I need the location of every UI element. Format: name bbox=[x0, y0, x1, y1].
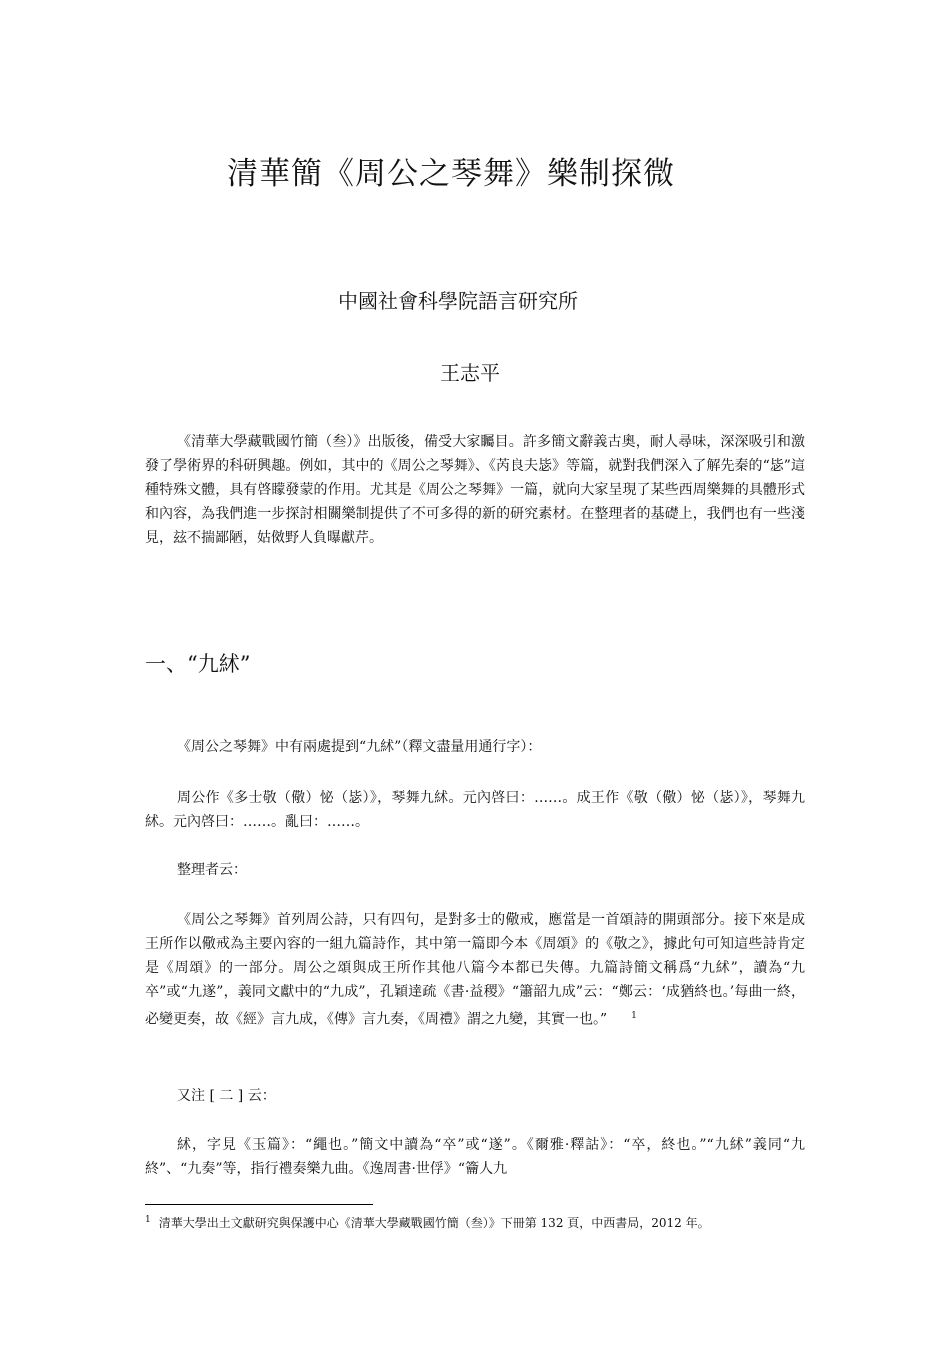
paper-title: 清華簡《周公之琴舞》樂制探微 bbox=[227, 156, 675, 192]
intro-paragraph: 《清華大學藏戰國竹簡（叁）》出版後，備受大家矚目。許多簡文辭義古奧，耐人尋味，深深吸引和激發了學術界的科研興趣。例如，其中的《周公之琴舞》、《芮良夫毖》等篇，就對我們深入了解先秦的“毖”這種特殊文體，具有啓矇發蒙的作用。尤其是《周公之琴舞》一篇，就向大家呈現了某些西周樂舞的具體形式和內容，為我們進一步探討相關樂制提供了不可多得的新的研究素材。在整理者的基礎上，我們也有一些淺見，玆不揣鄙陋，姑傚野人負曝獻芹。 bbox=[145, 434, 805, 546]
footnote-divider bbox=[145, 1204, 373, 1205]
annotation-paragraph: 絉，字見《玉篇》：“繩也。”簡文中讀為“卒”或“遂”。《爾雅·釋詁》：“卒，終也。”“九絉”義同“九終”、“九奏”等，指行禮奏樂九曲。《逸周書·世俘》“籥人九 bbox=[145, 1137, 805, 1177]
quoted-text-paragraph: 周公作《多士敬（儆）怭（毖）》，琴舞九絉。元內啓曰：……。成王作《敬（儆）怭（毖）》，琴舞九絉。元內啓曰：……。亂曰：……。 bbox=[145, 790, 805, 830]
editor-note-paragraph bbox=[145, 908, 805, 1032]
annotation-intro: 又注 [ 二 ] 云： bbox=[177, 1088, 276, 1104]
editor-note-text: 《周公之琴舞》首列周公詩，只有四句，是對多士的儆戒，應當是一首頌詩的開頭部分。接下來是成王所作以儆戒為主要內容的一組九篇詩作，其中第一篇即今本《周頌》的《敬之》，據此句可知這些詩肯定是《周頌》的一部分。周公之頌與成王所作其他八篇今本都已失傳。九篇詩簡文稱爲“九絉”，讀為“九卒”或“九遂”，義同文獻中的“九成”，孔穎達疏《書·益稷》“簫韶九成”云：“鄭云：‘成猶終也。’每曲一終，必變更奏，故《經》言九成，《傳》言九奏，《周禮》謂之九變，其實一也。” bbox=[145, 912, 805, 1028]
footnote-mark: 1 bbox=[145, 1215, 151, 1225]
section-intro-paragraph: 《周公之琴舞》中有兩處提到“九絉”（釋文盡量用通行字）： bbox=[177, 739, 542, 755]
footnote bbox=[145, 1211, 825, 1232]
footnote-reference[interactable]: 1 bbox=[631, 1011, 637, 1021]
section-heading: 一、“九絉” bbox=[145, 652, 251, 676]
footnote-text: 清華大學出土文獻研究與保護中心《清華大學藏戰國竹簡（叁）》下冊第 132 頁，中西書局，2012 年。 bbox=[158, 1216, 710, 1230]
editor-note-intro: 整理者云： bbox=[177, 862, 247, 878]
author-name: 王志平 bbox=[440, 361, 500, 385]
author-affiliation: 中國社會科學院語言研究所 bbox=[338, 289, 578, 313]
